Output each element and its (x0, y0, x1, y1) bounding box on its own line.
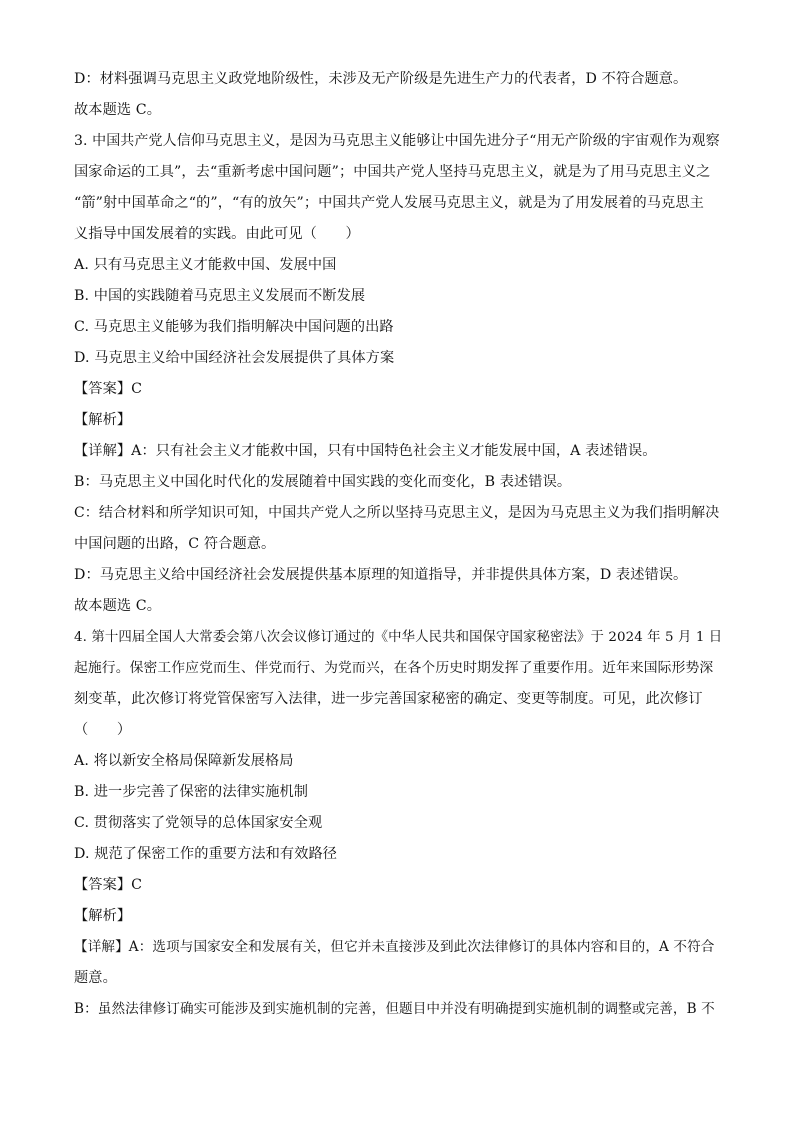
q4-stem-4: （ ） (74, 722, 132, 738)
q3-stem-2: 国家命运的工具”，去“重新考虑中国问题”；中国共产党人坚持马克思主义，就是为了用马克思主义之 (74, 164, 711, 180)
q3-analysis-heading: 【解析】 (74, 412, 132, 428)
q3-detail-c-1: C：结合材料和所学知识可知，中国共产党人之所以坚持马克思主义，是因为马克思主义为我们指明解决 (74, 505, 720, 521)
q4-option-c: C. 贯彻落实了党领导的总体国家安全观 (74, 815, 323, 831)
prev-option-d: D：材料强调马克思主义政党地阶级性，未涉及无产阶级是先进生产力的代表者，D 不符合题意。 (74, 71, 688, 87)
q4-analysis-heading: 【解析】 (74, 908, 132, 924)
q3-detail-c-2: 中国问题的出路，C 符合题意。 (74, 536, 276, 552)
q3-detail-d: D：马克思主义给中国经济社会发展提供基本原理的知道指导，并非提供具体方案，D 表述错误。 (74, 567, 688, 583)
q3-detail-b: B：马克思主义中国化时代化的发展随着中国实践的变化而变化，B 表述错误。 (74, 474, 572, 490)
q4-detail-b-1: B：虽然法律修订确实可能涉及到实施机制的完善，但题目中并没有明确提到实施机制的调整或完善，B 不 (74, 1001, 715, 1017)
q3-stem-1: 3. 中国共产党人信仰马克思主义，是因为马克思主义能够让中国先进分子“用无产阶级的宇宙观作为观察 (74, 133, 720, 149)
q4-option-d: D. 规范了保密工作的重要方法和有效路径 (74, 846, 338, 862)
q3-detail-a: 【详解】A：只有社会主义才能救中国，只有中国特色社会主义才能发展中国，A 表述错误。 (74, 443, 657, 459)
q3-option-d: D. 马克思主义给中国经济社会发展提供了具体方案 (74, 350, 395, 366)
q4-answer: 【答案】C (74, 877, 143, 893)
q3-stem-4: 义指导中国发展着的实践。由此可见（ ） (74, 226, 360, 242)
q3-conclusion: 故本题选 C。 (74, 598, 162, 614)
q4-option-b: B. 进一步完善了保密的法律实施机制 (74, 784, 309, 800)
q3-stem-3: “箭”射中国革命之“的”，“有的放矢”；中国共产党人发展马克思主义，就是为了用发展着的马克思主 (74, 195, 704, 211)
q3-option-b: B. 中国的实践随着马克思主义发展而不断发展 (74, 288, 366, 304)
q4-stem-2: 起施行。保密工作应党而生、伴党而行、为党而兴，在各个历史时期发挥了重要作用。近年来国际形势深 (74, 660, 714, 676)
q4-option-a: A. 将以新安全格局保障新发展格局 (74, 753, 294, 769)
q4-detail-a-1: 【详解】A：选项与国家安全和发展有关，但它并未直接涉及到此次法律修订的具体内容和目的，A 不符合 (74, 939, 715, 955)
q4-detail-a-2: 题意。 (74, 970, 117, 986)
q4-stem-3: 刻变革，此次修订将党管保密写入法律，进一步完善国家秘密的确定、变更等制度。可见，此次修订 (74, 691, 703, 707)
q3-option-c: C. 马克思主义能够为我们指明解决中国问题的出路 (74, 319, 394, 335)
q4-stem-1: 4. 第十四届全国人大常委会第八次会议修订通过的《中华人民共和国保守国家秘密法》于 2024 年 5 月 1 日 (74, 630, 723, 645)
q3-answer: 【答案】C (74, 381, 143, 397)
prev-conclusion: 故本题选 C。 (74, 102, 162, 118)
q3-option-a: A. 只有马克思主义才能救中国、发展中国 (74, 257, 337, 273)
